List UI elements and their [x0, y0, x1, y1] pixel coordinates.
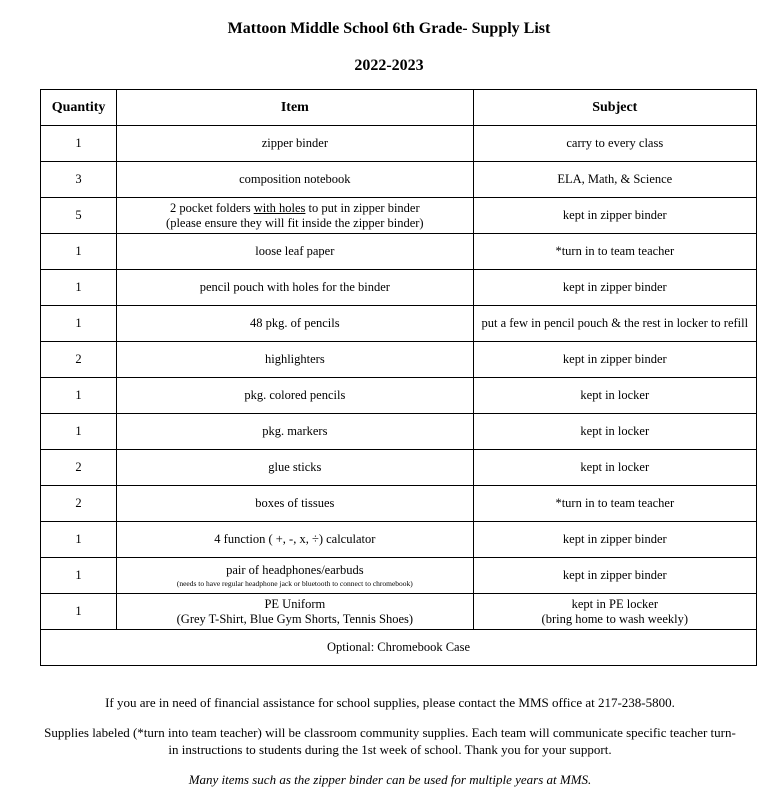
item-cell: loose leaf paper — [117, 234, 473, 270]
table-header-row — [41, 90, 757, 126]
table-row — [41, 126, 757, 162]
subject-cell — [473, 594, 756, 630]
item-note: (Grey T-Shirt, Blue Gym Shorts, Tennis Shoes) — [176, 611, 414, 626]
item-text: to put in zipper binder — [305, 200, 420, 215]
quantity-cell: 1 — [41, 594, 117, 630]
item-cell: 4 function ( +, -, x, ÷) calculator — [117, 522, 473, 558]
quantity-cell: 2 — [41, 342, 117, 378]
item-cell: 48 pkg. of pencils — [117, 306, 473, 342]
subject-cell: kept in locker — [473, 450, 756, 486]
item-cell: zipper binder — [117, 126, 473, 162]
table-row — [41, 522, 757, 558]
community-supplies-note: Supplies labeled (*turn into team teacher) will be classroom community supplies. Each team will communicate specific teacher turn-in instructions to students during the 1st week of school. Thank you for your support. — [44, 725, 736, 757]
subject-cell: *turn in to team teacher — [473, 486, 756, 522]
quantity-cell: 1 — [41, 522, 117, 558]
table-row — [41, 198, 757, 234]
subject-cell: *turn in to team teacher — [473, 234, 756, 270]
item-cell: pencil pouch with holes for the binder — [117, 270, 473, 306]
quantity-cell: 1 — [41, 378, 117, 414]
quantity-cell: 2 — [41, 450, 117, 486]
item-fine-print: (needs to have regular headphone jack or bluetooth to connect to chromebook) — [176, 578, 413, 588]
table-row — [41, 378, 757, 414]
table-row — [41, 486, 757, 522]
quantity-cell: 1 — [41, 306, 117, 342]
item-cell — [117, 198, 473, 234]
subject-cell: kept in zipper binder — [473, 522, 756, 558]
quantity-cell: 1 — [41, 126, 117, 162]
table-row — [41, 306, 757, 342]
subject-cell: put a few in pencil pouch & the rest in locker to refill — [473, 306, 756, 342]
table-row — [41, 450, 757, 486]
reuse-note: Many items such as the zipper binder can be used for multiple years at MMS. — [188, 772, 592, 787]
item-cell: pkg. colored pencils — [117, 378, 473, 414]
quantity-cell: 1 — [41, 234, 117, 270]
table-row — [41, 162, 757, 198]
subject-cell: kept in zipper binder — [473, 198, 756, 234]
supply-table — [40, 89, 757, 666]
item-cell: pkg. markers — [117, 414, 473, 450]
quantity-cell: 3 — [41, 162, 117, 198]
table-row — [41, 414, 757, 450]
table-row — [41, 234, 757, 270]
table-row — [41, 594, 757, 630]
subject-cell: carry to every class — [473, 126, 756, 162]
page-title: Mattoon Middle School 6th Grade- Supply List — [227, 20, 551, 37]
subject-note: (bring home to wash weekly) — [541, 611, 689, 626]
item-text: PE Uniform — [264, 596, 326, 611]
quantity-cell: 1 — [41, 270, 117, 306]
item-cell: glue sticks — [117, 450, 473, 486]
quantity-cell: 1 — [41, 414, 117, 450]
subject-cell: kept in zipper binder — [473, 270, 756, 306]
quantity-cell: 2 — [41, 486, 117, 522]
item-cell — [117, 594, 473, 630]
optional-row — [41, 630, 757, 666]
subject-cell: kept in locker — [473, 414, 756, 450]
subject-cell: ELA, Math, & Science — [473, 162, 756, 198]
column-header-item: Item — [117, 90, 473, 126]
financial-assistance-note: If you are in need of financial assistance for school supplies, please contact the MMS office at 217-238-5800. — [105, 695, 675, 710]
subject-text: kept in PE locker — [571, 596, 659, 611]
subject-cell: kept in locker — [473, 378, 756, 414]
item-cell: composition notebook — [117, 162, 473, 198]
school-year: 2022-2023 — [354, 57, 424, 74]
item-note: (please ensure they will fit inside the zipper binder) — [166, 215, 424, 230]
item-text: 2 pocket folders — [170, 200, 254, 215]
item-cell — [117, 558, 473, 594]
item-cell: highlighters — [117, 342, 473, 378]
table-row — [41, 270, 757, 306]
table-row — [41, 558, 757, 594]
item-cell: boxes of tissues — [117, 486, 473, 522]
column-header-subject: Subject — [473, 90, 756, 126]
subject-cell: kept in zipper binder — [473, 558, 756, 594]
item-underlined-text: with holes — [253, 200, 306, 215]
item-text: pair of headphones/earbuds — [226, 562, 364, 577]
table-row — [41, 342, 757, 378]
column-header-quantity: Quantity — [41, 90, 117, 126]
optional-cell: Optional: Chromebook Case — [41, 630, 757, 666]
quantity-cell: 5 — [41, 198, 117, 234]
subject-cell: kept in zipper binder — [473, 342, 756, 378]
quantity-cell: 1 — [41, 558, 117, 594]
